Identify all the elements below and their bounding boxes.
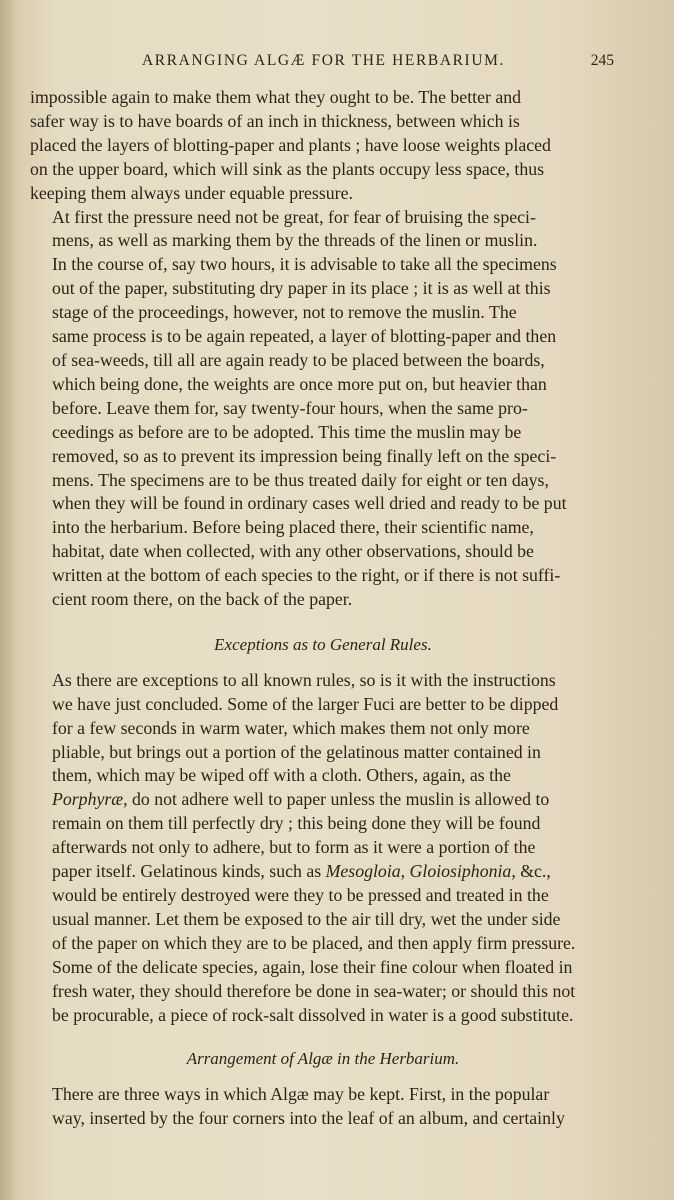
text-line (30, 788, 616, 812)
text-line: on the upper board, which will sink as the plants occupy less space, thus (30, 158, 545, 179)
text-line: removed, so as to prevent its impression being finally left on the speci- (52, 445, 557, 466)
italic-taxon: Porphyræ (52, 789, 124, 810)
text-line: cient room there, on the back of the paper. (52, 589, 353, 610)
text-line: remain on them till perfectly dry ; this being done they will be found (52, 813, 541, 834)
paragraph-pressure (30, 206, 616, 612)
text-line: usual manner. Let them be exposed to the air till dry, wet the under side (52, 908, 561, 929)
text-line: be procurable, a piece of rock-salt dissolved in water is a good substitute. (52, 1004, 574, 1025)
text-line: habitat, date when collected, with any other observations, should be (52, 541, 534, 562)
italic-taxon: Gloiosiphonia (409, 861, 512, 882)
text-line: keeping them always under equable pressure. (30, 182, 353, 203)
text-line: There are three ways in which Algæ may be kept. First, in the popular (52, 1084, 550, 1105)
text-line: placed the layers of blotting-paper and plants ; have loose weights placed (30, 134, 551, 155)
text-line: before. Leave them for, say twenty-four hours, when the same pro- (52, 397, 528, 418)
text-line: ceedings as before are to be adopted. This time the muslin may be (52, 421, 522, 442)
text-line (30, 860, 616, 884)
text-line: mens, as well as marking them by the threads of the linen or muslin. (52, 230, 538, 251)
section-heading-exceptions: Exceptions as to General Rules. (214, 634, 432, 654)
text-fragment: , do not adhere well to paper unless the muslin is allowed to (123, 789, 550, 810)
text-line: afterwards not only to adhere, but to form as it were a portion of the (52, 837, 536, 858)
running-head: ARRANGING ALGÆ FOR THE HERBARIUM. (142, 52, 505, 69)
text-line: stage of the proceedings, however, not to remove the muslin. The (52, 302, 517, 323)
text-line: written at the bottom of each species to the right, or if there is not suffi- (52, 565, 561, 586)
text-fragment: , &c., (511, 861, 551, 882)
text-line: As there are exceptions to all known rules, so is it with the instructions (52, 669, 556, 690)
section-heading-arrangement: Arrangement of Algæ in the Herbarium. (186, 1049, 460, 1069)
text-line: way, inserted by the four corners into the leaf of an album, and certainly (52, 1108, 565, 1129)
text-fragment: paper itself. Gelatinous kinds, such as (52, 861, 326, 882)
text-line: impossible again to make them what they ought to be. The better and (30, 87, 522, 107)
italic-taxon: Mesogloia (325, 861, 401, 882)
text-line: pliable, but brings out a portion of the gelatinous matter contained in (52, 741, 541, 762)
binding-gutter (0, 0, 14, 1200)
text-line: In the course of, say two hours, it is advisable to take all the specimens (52, 254, 557, 275)
text-fragment: , (400, 861, 410, 882)
text-line: fresh water, they should therefore be done in sea-water; or should this not (52, 980, 576, 1001)
text-line: of the paper on which they are to be placed, and then apply firm pressure. (52, 932, 576, 953)
text-line: when they will be found in ordinary cases well dried and ready to be put (52, 493, 567, 514)
paragraph-arrangement (30, 1083, 616, 1131)
text-line: Some of the delicate species, again, lose their fine colour when floated in (52, 956, 573, 977)
page-header (30, 52, 614, 78)
text-line: same process is to be again repeated, a layer of blotting-paper and then (52, 326, 557, 347)
text-line: which being done, the weights are once more put on, but heavier than (52, 373, 547, 394)
text-line: for a few seconds in warm water, which makes them not only more (52, 717, 530, 738)
text-line: safer way is to have boards of an inch in thickness, between which is (30, 110, 520, 131)
text-line: mens. The specimens are to be thus treated daily for eight or ten days, (52, 469, 549, 490)
text-line: would be entirely destroyed were they to be pressed and treated in the (52, 885, 549, 905)
paragraph-continued (30, 86, 616, 206)
page-number: 245 (590, 52, 614, 69)
text-line: of sea-weeds, till all are again ready to be placed between the boards, (52, 349, 545, 370)
page-body (30, 86, 616, 1131)
text-line: them, which may be wiped off with a cloth. Others, again, as the (52, 765, 511, 786)
text-line: out of the paper, substituting dry paper in its place ; it is as well at this (52, 278, 551, 299)
text-line: we have just concluded. Some of the larger Fuci are better to be dipped (52, 693, 559, 714)
paragraph-exceptions (30, 669, 616, 1028)
text-line: At first the pressure need not be great, for fear of bruising the speci- (52, 206, 536, 227)
text-line: into the herbarium. Before being placed there, their scientific name, (52, 517, 534, 538)
